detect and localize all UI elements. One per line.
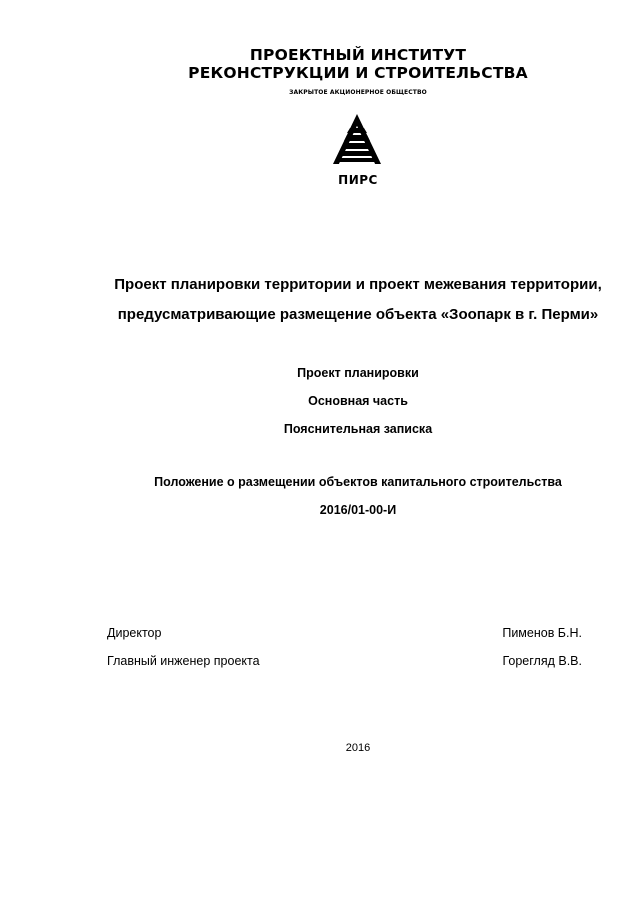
org-name-line2: РЕКОНСТРУКЦИИ И СТРОИТЕЛЬСТВА xyxy=(188,64,528,82)
signature-name: Пименов Б.Н. xyxy=(502,626,582,640)
regulation-title: Положение о размещении объектов капитального строительства xyxy=(154,475,562,489)
logo-text: ПИРС xyxy=(338,173,378,187)
document-title-line2: предусматривающие размещение объекта «Зоопарк в г. Перми» xyxy=(117,306,599,323)
signature-name: Горегляд В.В. xyxy=(502,654,582,668)
note-name: Пояснительная записка xyxy=(283,422,433,436)
document-code: 2016/01-00-И xyxy=(319,503,397,517)
project-type: Проект планировки xyxy=(297,366,419,380)
org-name-line1: ПРОЕКТНЫЙ ИНСТИТУТ xyxy=(249,46,467,64)
part-name: Основная часть xyxy=(308,394,408,408)
org-subtitle: ЗАКРЫТОЕ АКЦИОНЕРНОЕ ОБЩЕСТВО xyxy=(289,89,427,96)
document-title-line1: Проект планировки территории и проект межевания территории, xyxy=(114,276,602,293)
signature-role: Директор xyxy=(107,626,162,640)
signature-role: Главный инженер проекта xyxy=(107,654,260,668)
document-year: 2016 xyxy=(345,742,371,754)
